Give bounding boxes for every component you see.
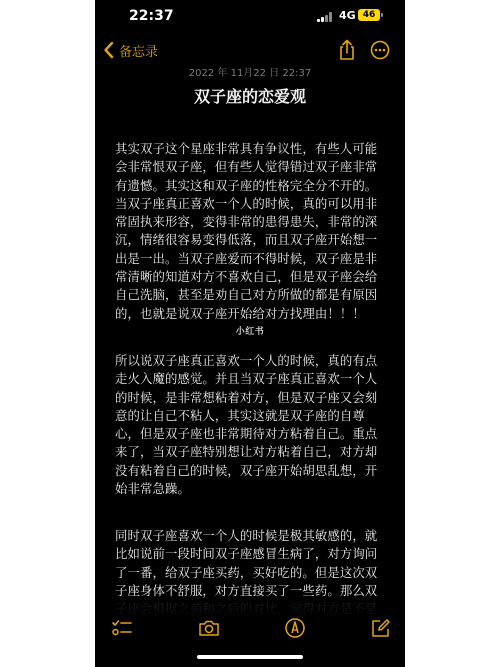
checklist-button[interactable] <box>111 617 133 639</box>
back-button[interactable] <box>103 38 158 62</box>
more-button[interactable] <box>370 40 390 60</box>
note-paragraph[interactable]: 同时双子座喜欢一个人的时候是极其敏感的，就比如说前一段时间双子座感冒生病了，对方询问了一番，给双子座买药，买好吃的。但是这次双子座身体不舒服，对方直接买了一些药。那么双 <box>115 528 378 598</box>
chevron-left-icon <box>103 41 115 59</box>
share-button[interactable] <box>337 39 357 61</box>
checklist-icon <box>111 617 133 639</box>
watermark-label: 小红书 <box>235 327 265 337</box>
notes-screen <box>95 0 405 667</box>
nav-bar <box>95 34 405 66</box>
back-label: 备忘录 <box>119 44 159 60</box>
compose-icon <box>370 617 392 639</box>
compose-button[interactable] <box>370 617 392 639</box>
camera-icon <box>198 617 220 639</box>
markup-button[interactable] <box>284 617 306 639</box>
battery-icon: 46 <box>358 9 380 21</box>
note-paragraph[interactable]: 其实双子这个星座非常具有争议性，有些人可能会非常恨双子座，但有些人觉得错过双子座非常有遗憾。其实这和双子座的性格完全分不开的。当双子座真正喜欢一个人的时候，真的可以用非常固执来形容，变得非常的患得患失，非常的深沉，情绪很容易变得低落，而且双子座开始想一出是一出。当双子座爱而不得时候，双子座是非常清晰的知道对方不喜欢自己，但是双子座会给自己洗脑，甚至是劝自己对方所做的都是有原因的，也就是说双子座开始给对方找理由！！！ <box>115 141 378 321</box>
status-bar <box>95 0 405 34</box>
markup-icon <box>284 617 306 639</box>
home-indicator[interactable] <box>197 655 303 659</box>
status-time: 22:37 <box>129 8 174 24</box>
note-date: 2022 年 11月22 日 22:37 <box>188 68 312 79</box>
note-paragraph[interactable]: 所以说双子座真正喜欢一个人的时候，真的有点走火入魔的感觉。并且当双子座真正喜欢一个人的时候，是非常想粘着对方，但是双子座又会刻意的让自己不粘人，其实这就是双子座的自尊心，但是双子座也非常期待对方粘着自己。重点来了，当双子座特别想让对方粘着自己，对方却没有粘着自己的时候，双子座开始胡思乱想，开始非常急躁。 <box>115 353 378 497</box>
ellipsis-circle-icon <box>370 40 390 60</box>
share-icon <box>337 39 357 61</box>
note-title[interactable]: 双子座的恋爱观 <box>193 87 306 106</box>
signal-icon <box>317 12 335 22</box>
camera-button[interactable] <box>198 617 220 639</box>
battery-tip <box>381 13 383 17</box>
network-label: 4G <box>339 9 356 22</box>
